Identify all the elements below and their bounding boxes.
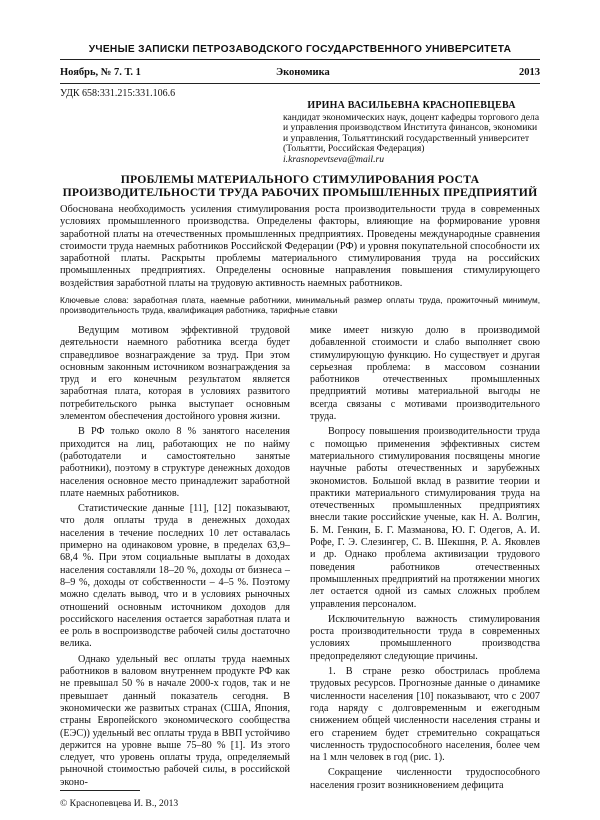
right-column — [310, 325, 540, 795]
author-name: ИРИНА ВАСИЛЬЕВНА КРАСНОПЕВЦЕВА — [307, 100, 516, 111]
issue-number: Ноябрь, № 7. Т. 1 — [60, 67, 141, 78]
paragraph: Сокращение численности трудоспособного населения грозит возникновением дефицита — [310, 767, 540, 791]
keywords: Ключевые слова: заработная плата, наемные работники, минимальный размер оплаты труда, прожиточный минимум, производительность труда, квалификация работника, тарифные ставки — [60, 295, 540, 316]
section-name: Экономика — [276, 67, 330, 78]
article-title: ПРОБЛЕМЫ МАТЕРИАЛЬНОГО СТИМУЛИРОВАНИЯ РОСТА ПРОИЗВОДИТЕЛЬНОСТИ ТРУДА РАБОЧИХ ПРОМЫШЛЕННЫХ ПРЕДПРИЯТИЙ — [62, 173, 538, 200]
header-rule — [60, 59, 540, 60]
paragraph: Ведущим мотивом эффективной трудовой деятельности наемного работника всегда будет справедливое вознаграждение за труд. При этом основным законным источником вознаграждения за труд и его конечным результатом является заработная плата, которая в условиях развитого потребительского рынка выступает основным элементом обеспечения достойного уровня жизни. — [60, 325, 290, 423]
paragraph: Исключительную важность стимулирования роста производительности труда в современных условиях промышленного производства предопределяют следующие причины. — [310, 613, 540, 662]
paragraph: Вопросу повышения производительности труда с помощью применения эффективных систем материального стимулирования посвящены многие научные работы отечественных и зарубежных экономистов. Большой вклад в развитие теории и практики материального стимулирования труда на отечественных промышленных предприятиях внесли такие российские ученые, как Н. А. Волгин, Б. М. Генкин, Б. Г. Мазманова, Ю. Г. Одегов, А. И. Рофе, Г. Э. Слезингер, С. В. Шекшня, Р. А. Яковлев и др. Однако проблема активизации трудового поведения работников отечественных промышленных предприятий на протяжении многих лет остается одной из самых сложных проблем управления персоналом. — [310, 426, 540, 610]
author-email[interactable]: i.krasnopevtseva@mail.ru — [283, 153, 385, 165]
paragraph: мике имеет низкую долю в производимой добавленной стоимости и слабо выполняет свою стимулирующую функцию. Но существует и другая серьезная проблема: в массовом сознании работников отечественных промышленных предприятий мотивы материальной выгоды не всегда связаны с мотивами производительного труда. — [310, 325, 540, 423]
abstract: Обоснована необходимость усиления стимулирования роста производительности труда в современных условиях промышленного производства. Определены факторы, влияющие на формирование уровня заработной платы на отечественных промышленных предприятиях. Проведены международные сравнения стоимости труда наемных работников Российской Федерации (РФ) и уровня покупательной способности их заработной платы. Раскрыты проблемы материального стимулирования труда на российских промышленных предприятиях. Определены основные направления повышения стимулирующего воздействия заработной платы на трудовую активность наемных работников. — [60, 204, 540, 289]
left-column — [60, 325, 290, 792]
paragraph: 1. В стране резко обострилась проблема трудовых ресурсов. Прогнозные данные о динамике численности населения [10] показывают, что с 2007 года наряду с долговременным и ежегодным снижением общей численности населения страны и его старением будет стремительно сокращаться численность трудоспособного населения, более чем на 1 млн человек в год (рис. 1). — [310, 666, 540, 764]
meta-rule — [60, 83, 540, 84]
copyright-footnote: © Краснопевцева И. В., 2013 — [60, 798, 179, 809]
author-affiliation: кандидат экономических наук, доцент кафедры торгового дела и управления производством Института финансов, экономики и управления, Тольяттинский государственный университет (Тольятти, Российская Федерация) — [283, 111, 540, 155]
issue-year: 2013 — [519, 67, 540, 78]
udk-code: УДК 658:331.215:331.106.6 — [60, 88, 176, 99]
issue-meta — [60, 67, 540, 81]
journal-title: УЧЕНЫЕ ЗАПИСКИ ПЕТРОЗАВОДСКОГО ГОСУДАРСТВЕННОГО УНИВЕРСИТЕТА — [88, 44, 512, 55]
paragraph: В РФ только около 8 % занятого населения приходится на лиц, работающих не по найму (работодатели и самостоятельно занятые работники), поэтому в структуре денежных доходов населения основное место принадлежит заработной плате наемных работников. — [60, 426, 290, 499]
paragraph: Статистические данные [11], [12] показывают, что доля оплаты труда в денежных доходах населения в течение последних 10 лет оставалась примерно на одинаковом уровне, в пределах 63,9–68,4 %. При этом социальные выплаты в доходах населения составляли 18–20 %, доходы от бизнеса – 8–9 %, доходы от собственности – 4–5 %. Поэтому можно сделать вывод, что и в условиях рыночных отношений основным источником доходов для российского населения остается заработная плата и ее роль в воспроизводстве рабочей силы достаточно велика. — [60, 503, 290, 650]
footnote-rule — [60, 790, 140, 791]
author-block — [283, 101, 540, 166]
paragraph: Однако удельный вес оплаты труда наемных работников в валовом внутреннем продукте РФ как не превышал 50 % в начале 2000-х годов, так и не превышает данный показатель сегодня. В экономически же развитых странах (США, Япония, страны Европейского экономического сообщества (ЕЭС)) удельный вес оплаты труда в ВВП устойчиво держится на уровне выше 75–80 % [1]. Из этого следует, что уровень оплаты труда, определяемый рыночной стоимостью рабочей силы, в российской эконо- — [60, 653, 290, 788]
